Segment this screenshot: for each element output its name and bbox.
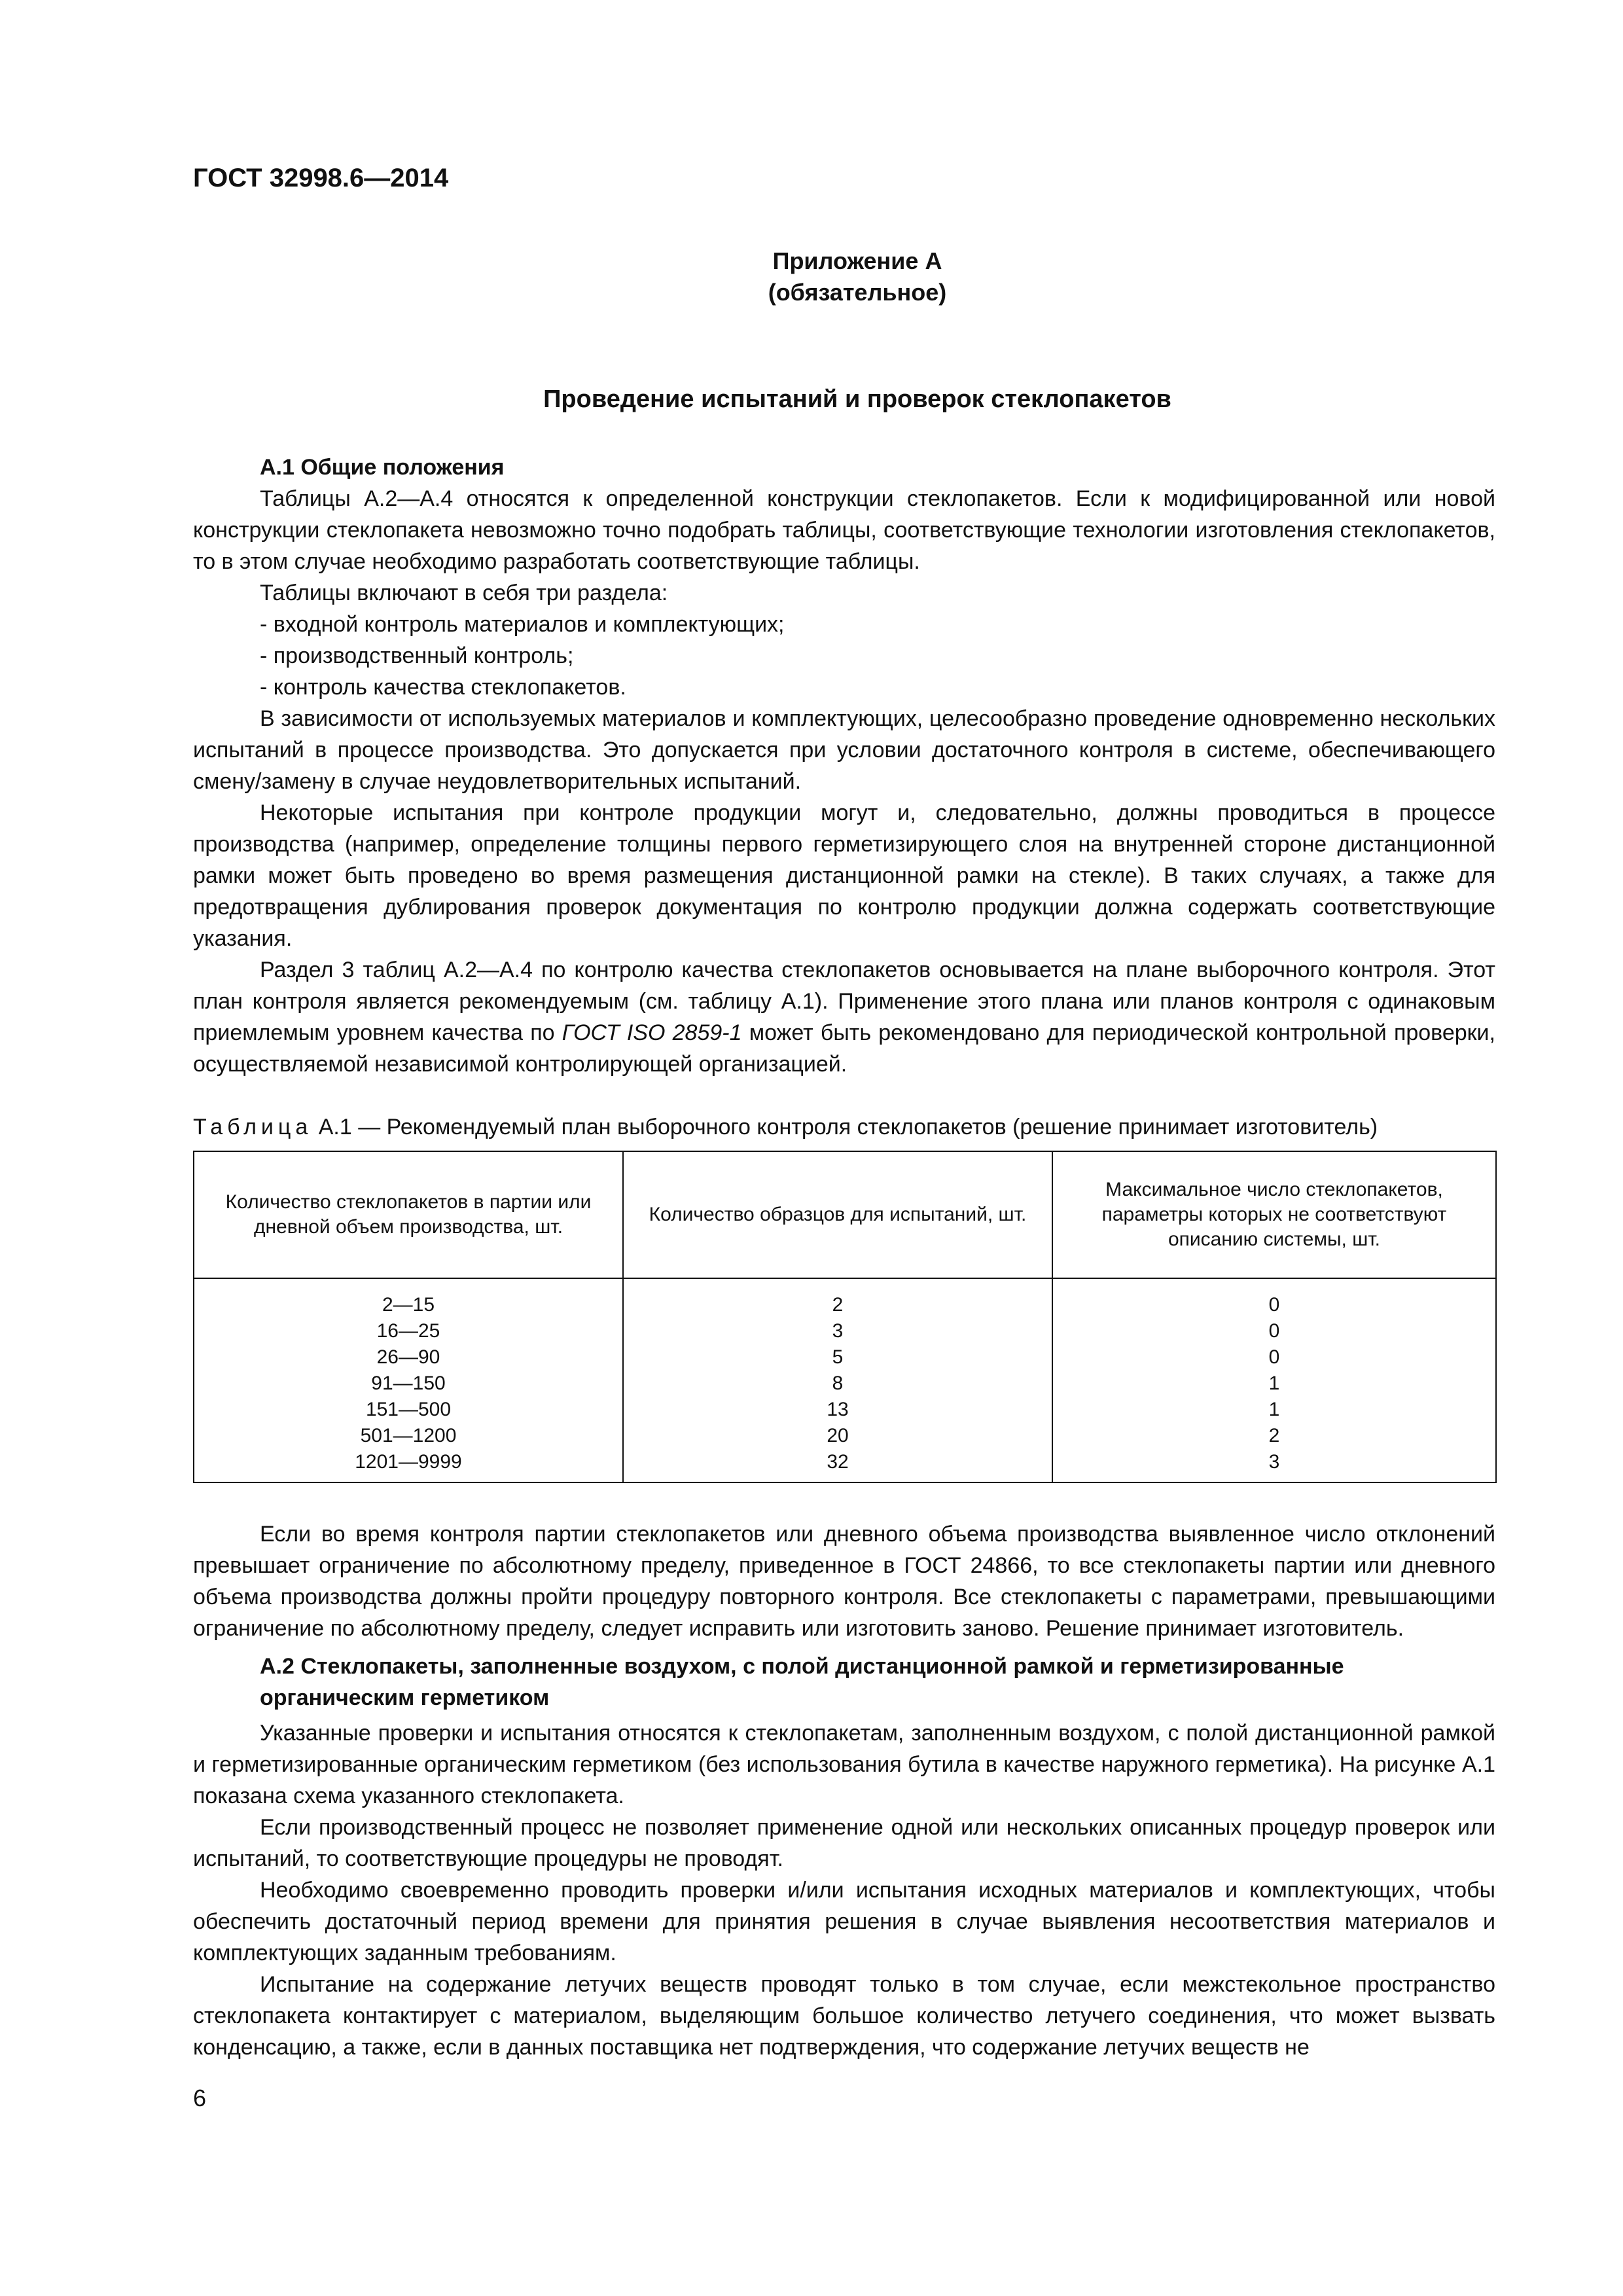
table-cell: 501—1200 (360, 1425, 457, 1446)
document-id: ГОСТ 32998.6—2014 (193, 164, 449, 192)
section-a2 (193, 1651, 1495, 2063)
table-header-cell: Максимальное число стеклопакетов, параметры которых не соответствуют описанию системы, шт. (1052, 1151, 1496, 1278)
sampling-plan-table (193, 1151, 1497, 1483)
document-page (193, 164, 1495, 2063)
paragraph: Испытание на содержание летучих веществ проводят только в том случае, если межстекольное пространство стеклопакета контактирует с материалом, выделяющим большое количество летучего соединения, что может вызвать конденсацию, а также, если в данных поставщика нет подтверждения, что содержание летучих веществ не (193, 1972, 1495, 2060)
table-cell: 1 (1268, 1372, 1280, 1394)
paragraph-text: может быть рекомендовано для периодической контрольной проверки, осуществляемой независимой контролирующей организацией. (193, 1020, 1495, 1077)
table-column-batch-size (194, 1278, 623, 1482)
table-cell: 1 (1268, 1399, 1280, 1420)
table-column-sample-count (623, 1278, 1052, 1482)
appendix-heading (193, 245, 1495, 308)
table-cell: 5 (832, 1346, 844, 1368)
table-column-max-defects (1052, 1278, 1496, 1482)
table-header-cell: Количество стеклопакетов в партии или дневной объем производства, шт. (194, 1151, 623, 1278)
section-heading: А.1 Общие положения (260, 455, 505, 480)
table-cell: 0 (1268, 1320, 1280, 1342)
paragraph: Некоторые испытания при контроле продукции могут и, следовательно, должны проводиться в процессе производства (например, определение толщины первого герметизирующего слоя на внутренней стороне дистанционной рамки может быть проведено во время размещения дистанционной рамки на стекле). В таких случаях, а также для предотвращения дублирования проверок документация по контролю продукции должна содержать соответствующие указания. (193, 800, 1495, 951)
table-cell: 0 (1268, 1346, 1280, 1368)
table-cell: 8 (832, 1372, 844, 1394)
table-cell: 151—500 (365, 1399, 452, 1420)
list-item: - входной контроль материалов и комплектующих; (260, 612, 785, 637)
standard-reference: ГОСТ ISO 2859-1 (562, 1020, 742, 1045)
table-header-row (194, 1151, 1496, 1278)
table-caption-text: А.1 — Рекомендуемый план выборочного контроля стеклопакетов (решение принимает изготовитель) (312, 1115, 1378, 1139)
paragraph: Таблицы А.2—А.4 относятся к определенной конструкции стеклопакетов. Если к модифицированной или новой конструкции стеклопакета невозможно точно подобрать таблицы, соответствующие технологии изготовления стеклопакетов, то в этом случае необходимо разработать соответствующие таблицы. (193, 486, 1495, 574)
table-cell: 2 (832, 1294, 844, 1316)
list-item: - производственный контроль; (260, 643, 574, 668)
table-cell: 3 (832, 1320, 844, 1342)
paragraph: Необходимо своевременно проводить проверки и/или испытания исходных материалов и комплектующих, чтобы обеспечить достаточный период времени для принятия решения в случае выявления несоответствия материалов и комплектующих заданным требованиям. (193, 1878, 1495, 1965)
section-heading: А.2 Стеклопакеты, заполненные воздухом, с полой дистанционной рамкой и герметизированные органическим герметиком (260, 1654, 1344, 1710)
table-cell: 1201—9999 (355, 1451, 462, 1473)
table-cell: 3 (1268, 1451, 1280, 1473)
paragraph: Если во время контроля партии стеклопакетов или дневного объема производства выявленное число отклонений превышает ограничение по абсолютному пределу, приведенное в ГОСТ 24866, то все стеклопакеты партии или дневного объема производства должны пройти процедуру повторного контроля. Все стеклопакеты с параметрами, превышающими ограничение по абсолютному пределу, следует исправить или изготовить заново. Решение принимает изготовитель. (193, 1522, 1495, 1641)
table-header-cell: Количество образцов для испытаний, шт. (623, 1151, 1052, 1278)
table-cell: 26—90 (376, 1346, 440, 1368)
table-caption (193, 1111, 1495, 1143)
paragraph (193, 954, 1495, 1080)
table-cell: 2—15 (382, 1294, 435, 1316)
table-cell: 16—25 (376, 1320, 440, 1342)
appendix-title: Приложение А (772, 247, 942, 274)
paragraph: Таблицы включают в себя три раздела: (260, 581, 668, 605)
main-title: Проведение испытаний и проверок стеклопакетов (543, 386, 1171, 413)
table-cell: 2 (1268, 1425, 1280, 1446)
table-cell: 32 (827, 1451, 849, 1473)
appendix-status: (обязательное) (768, 279, 947, 306)
table-row (194, 1278, 1496, 1482)
table-cell: 91—150 (371, 1372, 446, 1394)
list-item: - контроль качества стеклопакетов. (260, 675, 626, 700)
paragraph: Если производственный процесс не позволяет применение одной или нескольких описанных процедур проверок или испытаний, то соответствующие процедуры не проводят. (193, 1815, 1495, 1871)
table-cell: 13 (827, 1399, 849, 1420)
table-cell: 20 (827, 1425, 849, 1446)
table-caption-label: Таблица (193, 1115, 313, 1139)
paragraph-text: Раздел 3 таблиц А.2—А.4 по контролю качества стеклопакетов основывается на плане выборочного контроля. Этот план контроля является рекомендуемым (см. таблицу А.1). Применение этого плана или планов контроля с одинаковым приемлемым уровнем качества по (193, 958, 1495, 1045)
paragraph: Указанные проверки и испытания относятся к стеклопакетам, заполненным воздухом, с полой дистанционной рамкой и герметизированные органическим герметиком (без использования бутила в качестве наружного герметика). На рисунке А.1 показана схема указанного стеклопакета. (193, 1721, 1495, 1808)
section-a1 (193, 452, 1495, 1080)
table-cell: 0 (1268, 1294, 1280, 1316)
page-number: 6 (193, 2085, 207, 2111)
paragraph: В зависимости от используемых материалов и комплектующих, целесообразно проведение одновременно нескольких испытаний в процессе производства. Это допускается при условии достаточного контроля в системе, обеспечивающего смену/замену в случае неудовлетворительных испытаний. (193, 706, 1495, 794)
